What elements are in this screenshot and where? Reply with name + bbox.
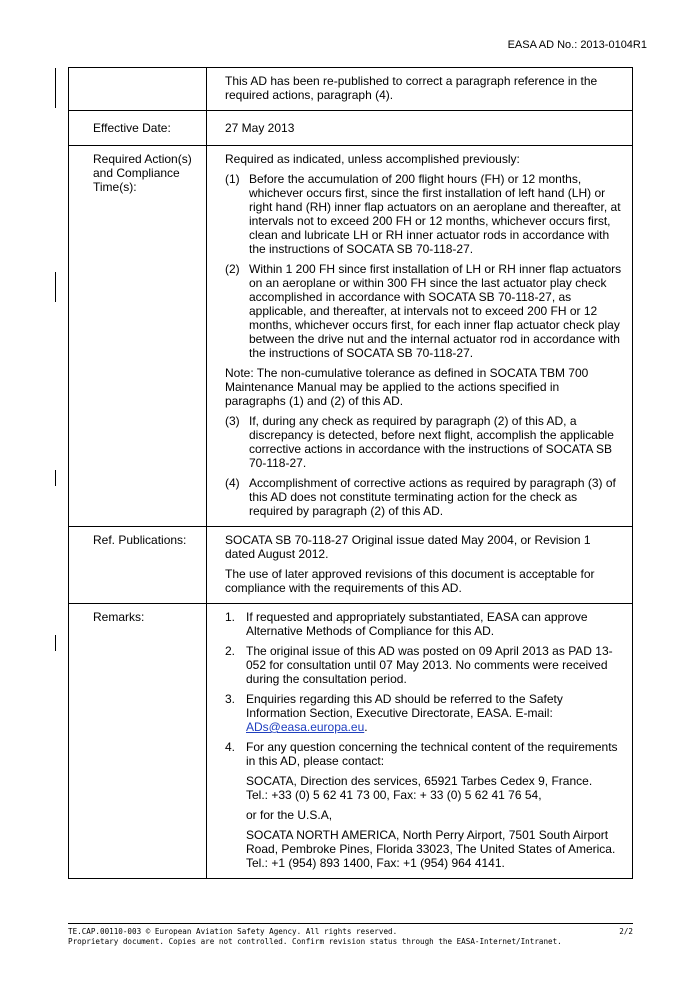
page-number: 2/2 xyxy=(619,927,633,936)
ref-publications-text: SOCATA SB 70-118-27 Original issue dated May 2004, or Revision 1 dated August 2012. xyxy=(225,533,591,561)
footer-disclaimer: Proprietary document. Copies are not controlled. Confirm revision status through the EASA-Internet/Intranet. xyxy=(68,937,562,946)
ad-number-header: EASA AD No.: 2013-0104R1 xyxy=(507,39,647,51)
remark-item-3: 3. Enquiries regarding this AD should be referred to the Safety Information Section, Executive Directorate, EASA. E-mail: ADs@easa.europa.eu. xyxy=(225,692,563,734)
email-link[interactable]: ADs@easa.europa.eu xyxy=(246,720,365,734)
required-item-1: (1) Before the accumulation of 200 flight hours (FH) or 12 months, whichever occurs first, since the first installation of left hand (LH) or right hand (RH) inner flap actuators on an aeroplane and thereafter, at intervals not to exceed 200 FH or 12 months, whichever occurs first, clean and lubricate LH or RH inner actuator rods in accordance with the instructions of SOCATA SB 70-118-27. xyxy=(225,172,621,256)
contact-socata-north-america: SOCATA NORTH AMERICA, North Perry Airport, 7501 South Airport Road, Pembroke Pines, Florida 33023, The United States of America. Tel.: +1 (954) 893 1400, Fax: +1 (954) 964 4141. xyxy=(246,828,616,870)
ad-details-table xyxy=(68,67,633,879)
remark-item-1: 1. If requested and appropriately substantiated, EASA can approve Alternative Methods of Compliance for this AD. xyxy=(225,610,588,638)
required-intro: Required as indicated, unless accomplished previously: xyxy=(225,152,520,166)
remarks-row xyxy=(69,604,633,879)
contact-socata: SOCATA, Direction des services, 65921 Tarbes Cedex 9, France. Tel.: +33 (0) 5 62 41 73 00, Fax: + 33 (0) 5 62 41 76 54, xyxy=(246,774,593,802)
page-footer xyxy=(68,927,633,947)
republish-text: This AD has been re-published to correct a paragraph reference in the required actions, paragraph (4). xyxy=(225,74,598,102)
or-usa-text: or for the U.S.A, xyxy=(246,808,333,822)
revision-bar xyxy=(55,68,56,108)
footer-copyright: TE.CAP.00110-003 © European Aviation Safety Agency. All rights reserved. xyxy=(68,927,398,936)
republish-row xyxy=(69,68,633,111)
required-actions-row xyxy=(69,146,633,527)
footer-divider xyxy=(68,923,633,924)
revision-bar xyxy=(55,635,56,651)
required-item-2: (2) Within 1 200 FH since first installation of LH or RH inner flap actuators on an aeroplane or within 300 FH since the last actuator play check accomplished in accordance with SOCATA SB 70-118-27, as applicable, and thereafter, at intervals not to exceed 200 FH or 12 months, whichever occurs first, for each inner flap actuator check play between the drive nut and the internal actuator rod in accordance with the instructions of SOCATA SB 70-118-27. xyxy=(225,262,622,360)
remarks-label: Remarks: xyxy=(69,604,207,879)
republish-label xyxy=(69,68,207,111)
effective-date-row xyxy=(69,111,633,146)
ref-publications-label: Ref. Publications: xyxy=(69,527,207,604)
effective-date-label: Effective Date: xyxy=(69,111,207,146)
remark-item-4: 4. For any question concerning the technical content of the requirements in this AD, please contact: SOCATA, Direction des services, 65921 Tarbes Cedex 9, France. Tel.: +33 (0) 5 62 41 73 00, Fax: + 33 (0) 5 62 41 76 54, or for the U.S.A, SOCATA NORTH AMERICA, North Perry Airport, 7501 South Airport Road, Pembroke Pines, Florida 33023, The United States of America. Tel.: +1 (954) 893 1400, Fax: +1 (954) 964 4141. xyxy=(225,740,622,870)
required-item-3: (3) If, during any check as required by paragraph (2) of this AD, a discrepancy is detected, before next flight, accomplish the applicable corrective actions in accordance with the instructions of SOCATA SB 70-118-27. xyxy=(225,414,614,470)
ref-publications-revisions-text: The use of later approved revisions of this document is acceptable for compliance with the requirements of this AD. xyxy=(225,567,595,595)
remark-item-2: 2. The original issue of this AD was posted on 09 April 2013 as PAD 13-052 for consultation until 07 May 2013. No comments were received during the consultation period. xyxy=(225,644,613,686)
revision-bar xyxy=(55,470,56,486)
required-item-4: (4) Accomplishment of corrective actions as required by paragraph (3) of this AD does not constitute terminating action for the check as required by paragraph (2) of this AD. xyxy=(225,476,616,518)
effective-date-value: 27 May 2013 xyxy=(207,111,633,146)
ref-publications-row xyxy=(69,527,633,604)
required-note: Note: The non-cumulative tolerance as defined in SOCATA TBM 700 Maintenance Manual may be applied to the actions specified in paragraphs (1) and (2) of this AD. xyxy=(225,366,589,408)
revision-bar xyxy=(55,272,56,302)
required-actions-label: Required Action(s) and Compliance Time(s): xyxy=(69,146,207,527)
